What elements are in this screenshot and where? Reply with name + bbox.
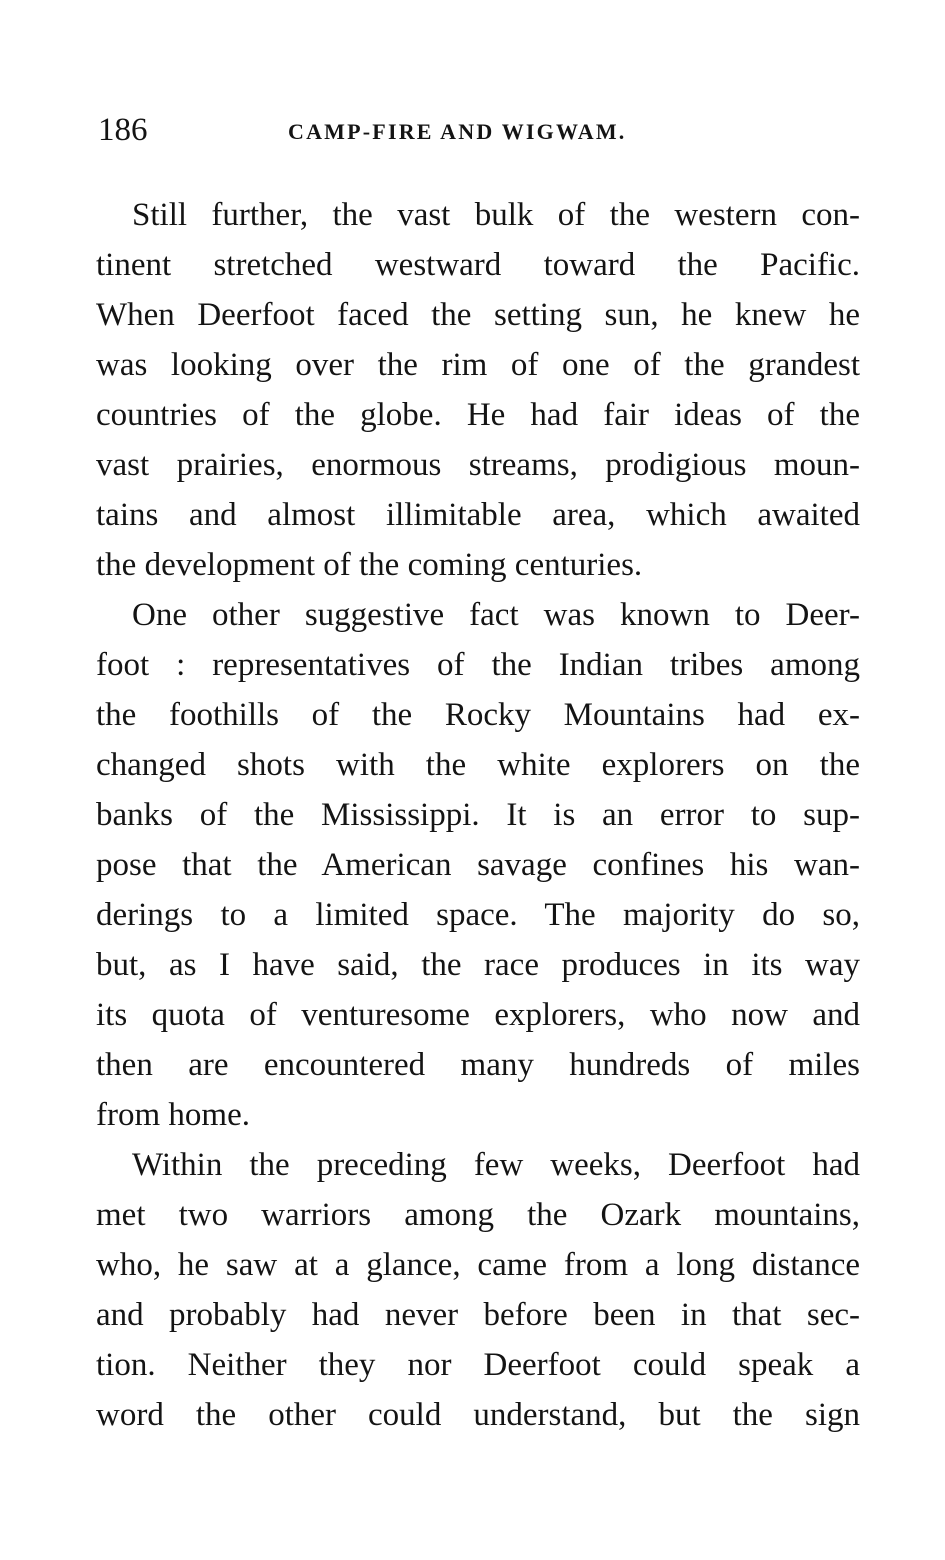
text-line: foot : representatives of the Indian tribes among (96, 647, 860, 683)
text-line: Within the preceding few weeks, Deerfoot had (132, 1147, 860, 1183)
paragraph-3 (96, 1140, 860, 1440)
text-line: Still further, the vast bulk of the western con- (132, 197, 860, 233)
running-head (98, 108, 868, 152)
text-line: the foothills of the Rocky Mountains had ex- (96, 697, 860, 733)
paragraph-1 (96, 190, 860, 590)
running-title: CAMP-FIRE AND WIGWAM. (288, 119, 627, 144)
text-line: tinent stretched westward toward the Pacific. (96, 247, 860, 283)
body-text (96, 190, 860, 1440)
text-line: and probably had never before been in that sec- (96, 1297, 860, 1333)
text-line: countries of the globe. He had fair ideas of the (96, 397, 860, 433)
paragraph-2 (96, 590, 860, 1140)
text-line: When Deerfoot faced the setting sun, he knew he (96, 297, 860, 333)
page-number: 186 (98, 112, 148, 148)
text-line: then are encountered many hundreds of miles (96, 1047, 860, 1083)
text-line: who, he saw at a glance, came from a long distance (96, 1247, 860, 1283)
text-line: its quota of venturesome explorers, who now and (96, 997, 860, 1033)
text-line: from home. (96, 1097, 250, 1133)
text-line: but, as I have said, the race produces in its way (96, 947, 860, 983)
text-line: was looking over the rim of one of the grandest (96, 347, 860, 383)
text-line: word the other could understand, but the sign (96, 1397, 860, 1433)
text-line: the development of the coming centuries. (96, 547, 643, 583)
text-line: pose that the American savage confines his wan- (96, 847, 860, 883)
text-line: One other suggestive fact was known to Deer- (132, 597, 860, 633)
text-line: met two warriors among the Ozark mountains, (96, 1197, 860, 1233)
text-line: changed shots with the white explorers on the (96, 747, 860, 783)
text-line: vast prairies, enormous streams, prodigious moun- (96, 447, 860, 483)
text-line: tion. Neither they nor Deerfoot could speak a (96, 1347, 860, 1383)
text-line: tains and almost illimitable area, which awaited (96, 497, 860, 533)
text-line: derings to a limited space. The majority do so, (96, 897, 860, 933)
text-line: banks of the Mississippi. It is an error to sup- (96, 797, 860, 833)
